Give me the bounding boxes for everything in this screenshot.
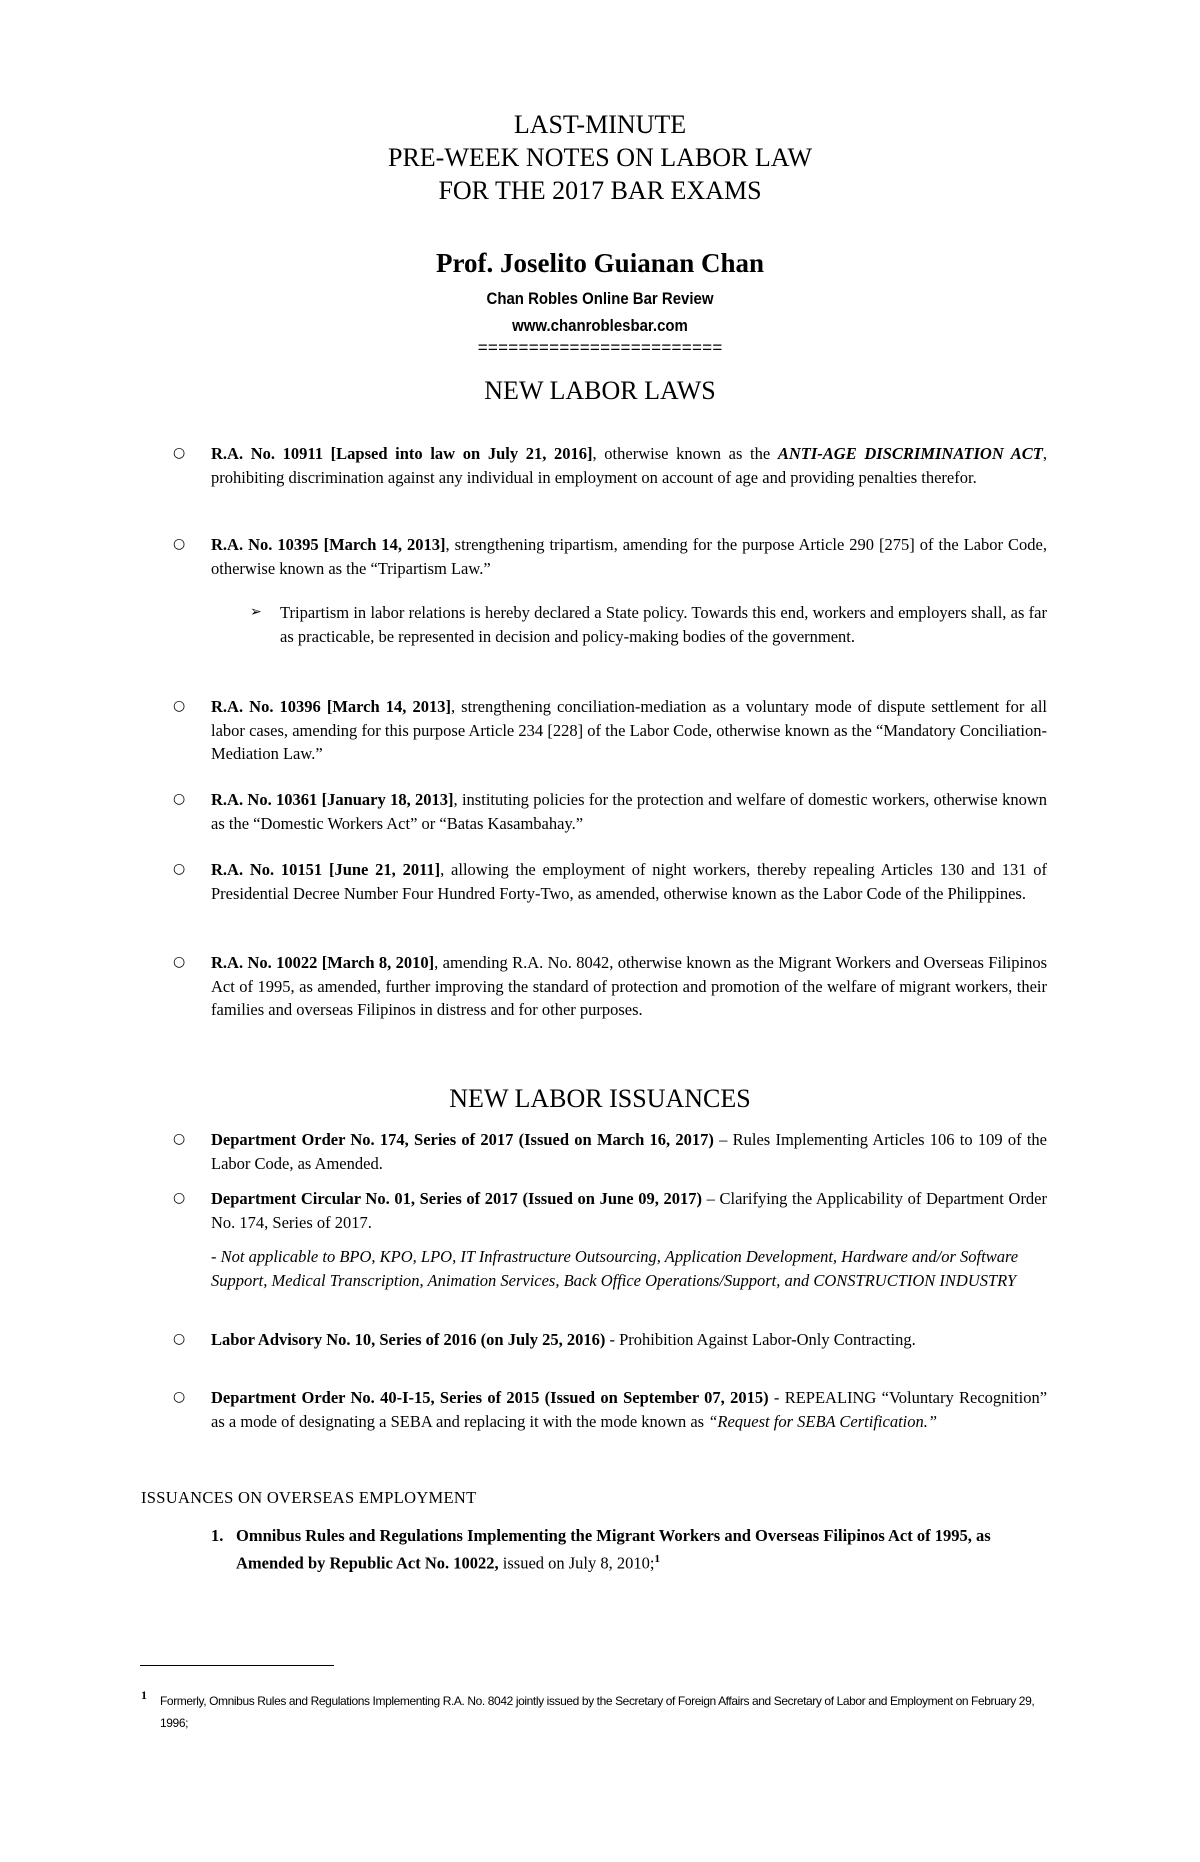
issuance-heading: Department Circular No. 01, Series of 2017 (Issued on June 09, 2017) — [211, 1189, 702, 1208]
bullet-icon: ○ — [173, 861, 186, 877]
law-italic: ANTI-AGE DISCRIMINATION ACT — [777, 444, 1043, 463]
law-heading: R.A. No. 10022 [March 8, 2010] — [211, 953, 435, 972]
law-heading: R.A. No. 10395 [March 14, 2013] — [211, 535, 446, 554]
law-text: , strengthening conciliation-mediation as a voluntary mode of dispute settlement for all labor cases, amending for this purpose Article 234 [228] of the Labor Code, otherwise known as the “Mandatory Conciliation-Mediation Law.” — [211, 697, 1047, 763]
list-item — [173, 1128, 1047, 1175]
list-item — [173, 858, 1047, 905]
website: www.chanroblesbar.com — [512, 316, 688, 335]
list-item — [173, 533, 1047, 580]
law-heading: R.A. No. 10396 [March 14, 2013] — [211, 697, 451, 716]
law-text: , instituting policies for the protection and welfare of domestic workers, otherwise known as the “Domestic Workers Act” or “Batas Kasambahay.” — [211, 790, 1047, 833]
law-text: , strengthening tripartism, amending for the purpose Article 290 [275] of the Labor Code, otherwise known as the “Tripartism Law.” — [211, 535, 1047, 578]
list-item — [173, 1187, 1048, 1234]
section-heading-new-laws: NEW LABOR LAWS — [484, 376, 716, 405]
tripartism-note: Tripartism in labor relations is hereby declared a State policy. Towards this end, workers and employers shall, as far as practicable, be represented in decision and policy-making bodies of the government. — [280, 603, 1047, 646]
footnote — [141, 1690, 1051, 1734]
numbered-item — [211, 1524, 1047, 1575]
issuance-text: - REPEALING “Voluntary Recognition” as a mode of designating a SEBA and replacing it with the mode known as — [211, 1388, 1048, 1431]
issuance-heading: Labor Advisory No. 10, Series of 2016 (on July 25, 2016) — [211, 1330, 606, 1349]
section-heading-overseas: ISSUANCES ON OVERSEAS EMPLOYMENT — [141, 1488, 477, 1507]
author-name: Prof. Joselito Guianan Chan — [435, 248, 765, 278]
footnote-text: Formerly, Omnibus Rules and Regulations Implementing R.A. No. 8042 jointly issued by the Secretary of Foreign Affairs and Secretary of Labor and Employment on February 29, 1996; — [160, 1694, 1035, 1730]
list-item — [173, 442, 1048, 489]
bullet-icon: ○ — [173, 536, 186, 552]
bullet-icon: ○ — [173, 445, 186, 461]
arrow-bullet-icon: ➢ — [250, 604, 262, 620]
item-number: 1. — [211, 1526, 224, 1545]
note-text: Not applicable to BPO, KPO, LPO, IT Infrastructure Outsourcing, Application Development, Hardware and/or Software Support, Medical Transcription, Animation Services, Back Office Operations/Support, and CONSTRUCTION INDUSTRY — [211, 1247, 1019, 1290]
issuance-text: - Prohibition Against Labor-Only Contracting. — [605, 1330, 916, 1349]
note-dash: - — [211, 1247, 221, 1266]
list-item — [173, 1386, 1048, 1433]
circular-note — [211, 1245, 1047, 1292]
issuance-italic: “Request for SEBA Certification.” — [708, 1411, 938, 1431]
bullet-icon: ○ — [173, 698, 186, 714]
bullet-icon: ○ — [173, 1190, 186, 1206]
list-item — [173, 1328, 1047, 1352]
bullet-icon: ○ — [173, 1131, 186, 1147]
law-text: , amending R.A. No. 8042, otherwise known as the Migrant Workers and Overseas Filipinos Act of 1995, as amended, further improving the standard of protection and promotion of the welfare of migrant workers, their families and overseas Filipinos in distress and for other purposes. — [211, 953, 1047, 1019]
title-line-2: PRE-WEEK NOTES ON LABOR LAW — [388, 143, 812, 172]
footnote-separator — [140, 1665, 334, 1666]
issuance-heading: Department Order No. 40-I-15, Series of 2015 (Issued on September 07, 2015) — [211, 1388, 769, 1407]
list-item — [173, 788, 1047, 835]
affiliation: Chan Robles Online Bar Review — [486, 289, 714, 308]
law-heading: R.A. No. 10361 [January 18, 2013] — [211, 790, 454, 809]
law-heading: R.A. No. 10151 [June 21, 2011] — [211, 860, 441, 879]
overseas-text: issued on July 8, 2010; — [498, 1553, 655, 1572]
issuance-text: – Rules Implementing Articles 106 to 109 of the Labor Code, as Amended. — [211, 1130, 1047, 1173]
list-item — [173, 951, 1047, 1022]
bullet-icon: ○ — [173, 791, 186, 807]
bullet-icon: ○ — [173, 1389, 186, 1405]
sub-list-item — [250, 601, 1047, 648]
issuance-text: – Clarifying the Applicability of Department Order No. 174, Series of 2017. — [211, 1189, 1048, 1232]
bullet-icon: ○ — [173, 1331, 186, 1347]
title-line-3: FOR THE 2017 BAR EXAMS — [438, 176, 762, 205]
divider-line: ======================== — [477, 340, 723, 359]
bullet-icon: ○ — [173, 954, 186, 970]
list-item — [173, 695, 1047, 766]
law-text: , otherwise known as the — [592, 444, 778, 463]
footnote-mark: 1 — [141, 1688, 147, 1702]
issuance-heading: Department Order No. 174, Series of 2017 (Issued on March 16, 2017) — [211, 1130, 714, 1149]
law-text: , prohibiting discrimination against any individual in employment on account of age and providing penalties therefor. — [211, 444, 1048, 487]
title-line-1: LAST-MINUTE — [513, 110, 687, 139]
document-title — [0, 108, 1200, 207]
overseas-heading: Omnibus Rules and Regulations Implementing the Migrant Workers and Overseas Filipinos Act of 1995, as Amended by Republic Act No. 10022, — [236, 1526, 991, 1572]
law-text: , allowing the employment of night workers, thereby repealing Articles 130 and 131 of Presidential Decree Number Four Hundred Forty-Two, as amended, otherwise known as the Labor Code of the Philippines. — [211, 860, 1047, 903]
section-heading-new-issuances: NEW LABOR ISSUANCES — [449, 1084, 751, 1113]
footnote-reference[interactable]: 1 — [654, 1552, 660, 1565]
law-heading: R.A. No. 10911 [Lapsed into law on July 21, 2016] — [211, 444, 593, 463]
